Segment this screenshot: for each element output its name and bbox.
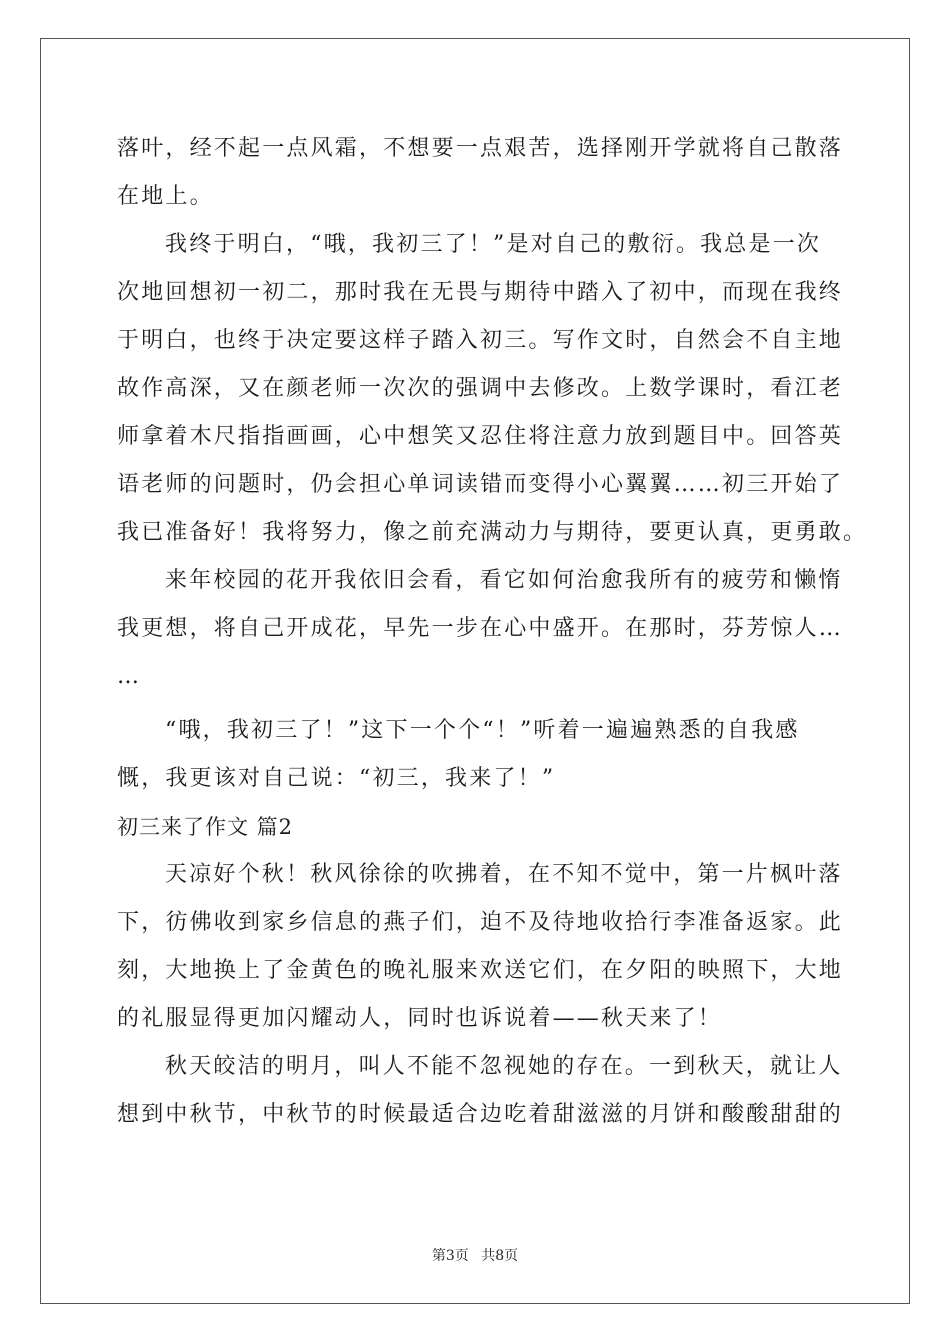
text-line: 师拿着木尺指指画画，心中想笑又忍住将注意力放到题目中。回答英 — [117, 424, 844, 449]
document-body — [117, 125, 868, 1139]
text-line: 次地回想初一初二，那时我在无畏与期待中踏入了初中，而现在我终 — [117, 280, 844, 305]
paragraph-first-line: 我终于明白，“哦，我初三了！”是对自己的敷衍。我总是一次 — [165, 232, 822, 257]
text-line: 在地上。 — [117, 184, 214, 209]
section-heading: 初三来了作文 篇2 — [117, 815, 294, 839]
page-footer — [0, 1245, 950, 1265]
text-line: … — [117, 664, 142, 689]
text-line: 下，彷佛收到家乡信息的燕子们，迫不及待地收拾行李准备返家。此 — [117, 910, 844, 935]
text-line: 慨，我更该对自己说：“初三，我来了！” — [117, 766, 556, 791]
text-line: 刻，大地换上了金黄色的晚礼服来欢送它们，在夕阳的映照下，大地 — [117, 958, 844, 983]
page-number: 第3页 — [431, 1248, 469, 1264]
paragraph-first-line: “哦，我初三了！”这下一个个“！”听着一遍遍熟悉的自我感 — [165, 718, 800, 743]
text-line: 我已准备好！我将努力，像之前充满动力与期待，要更认真，更勇敢。 — [117, 520, 868, 545]
paragraph-first-line: 天凉好个秋！秋风徐徐的吹拂着，在不知不觉中，第一片枫叶落 — [165, 862, 843, 887]
text-line: 于明白，也终于决定要这样子踏入初三。写作文时，自然会不自主地 — [117, 328, 844, 353]
paragraph-first-line: 秋天皎洁的明月，叫人不能不忽视她的存在。一到秋天，就让人 — [165, 1054, 843, 1079]
text-line: 故作高深，又在颜老师一次次的强调中去修改。上数学课时，看江老 — [117, 376, 844, 401]
text-line: 想到中秋节，中秋节的时候最适合边吃着甜滋滋的月饼和酸酸甜甜的 — [117, 1102, 844, 1127]
paragraph-first-line: 来年校园的花开我依旧会看，看它如何治愈我所有的疲劳和懒惰 — [165, 568, 843, 593]
text-line: 落叶，经不起一点风霜，不想要一点艰苦，选择刚开学就将自己散落 — [117, 136, 844, 161]
text-line: 我更想，将自己开成花，早先一步在心中盛开。在那时，芬芳惊人… — [117, 616, 844, 641]
text-line: 语老师的问题时，仍会担心单词读错而变得小心翼翼……初三开始了 — [117, 472, 844, 497]
text-line: 的礼服显得更加闪耀动人，同时也诉说着——秋天来了！ — [117, 1006, 723, 1031]
page-total: 共8页 — [481, 1248, 519, 1264]
